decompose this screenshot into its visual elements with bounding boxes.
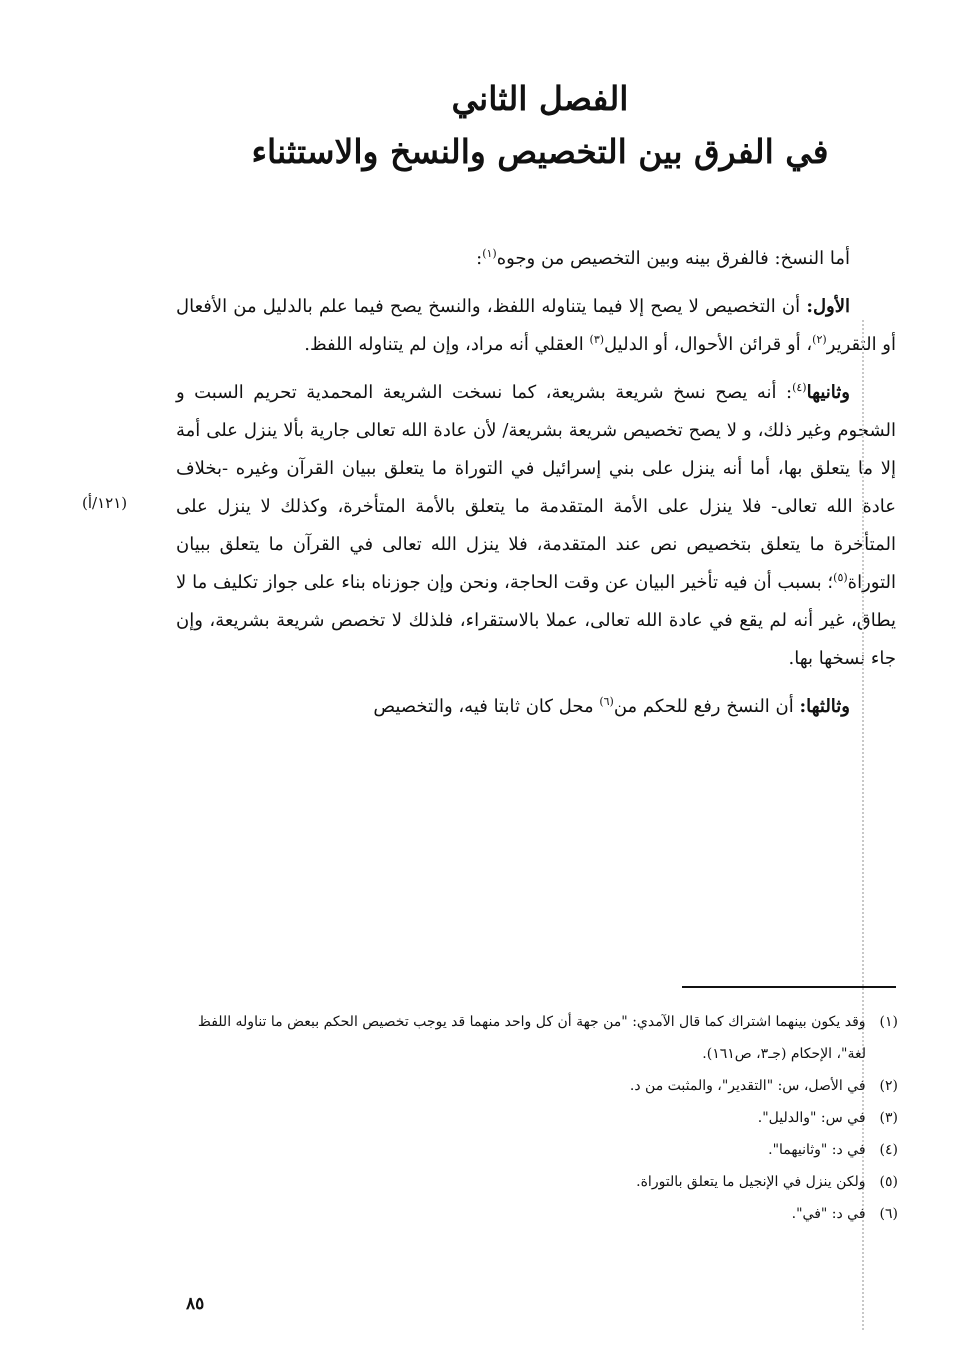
paragraph-text: محل كان ثابتا فيه، والتخصيص [373, 696, 600, 717]
main-text [176, 240, 896, 736]
intro-paragraph [176, 240, 896, 278]
page-number: ٨٥ [186, 1294, 205, 1314]
body-paragraph [176, 688, 896, 726]
margin-folio-ref: (١٢١/أ) [82, 494, 128, 512]
footnote-text: وقد يكون بينهما اشتراك كما قال الآمدي: "من جهة أن كل واحد منهما قد يوجب تخصيص الحكم ببعض ما تناوله اللفظ لغة"، الإحكام (جـ٣، ص١٦١). [197, 1014, 866, 1062]
footnote-ref: (٤) [792, 381, 807, 394]
paragraph-list [176, 288, 896, 726]
paragraph-text: ، أو قرائن الأحوال، أو الدليل [604, 334, 813, 355]
footnote-separator [682, 986, 896, 988]
paragraph-text: أن التخصيص لا يصح إلا فيما يتناوله اللفظ، والنسخ يصح فيما علم بالدليل من الأفعال أو التقرير [176, 296, 896, 355]
paragraph-text: العقلي أنه مراد، وإن لم يتناوله اللفظ. [304, 334, 590, 355]
paragraph-text: أن النسخ رفع للحكم من [613, 696, 800, 717]
footnote-number: (٤) [879, 1142, 898, 1158]
footnote-number: (٦) [879, 1206, 898, 1222]
footnote-text: في س: "والدليل". [757, 1110, 866, 1126]
paragraph-lead-word: وثالثها: [799, 696, 850, 717]
paragraph-lead-word: الأول: [806, 296, 850, 317]
intro-tail: : [476, 248, 483, 269]
footnote-ref: (٣) [589, 333, 605, 346]
footnote [176, 1198, 898, 1230]
footnote-number: (٣) [879, 1110, 898, 1126]
footnote [176, 1006, 898, 1070]
footnote [176, 1102, 898, 1134]
footnote-ref: (٢) [812, 333, 827, 346]
intro-text: أما النسخ: فالفرق بينه وبين التخصيص من وجوه [496, 248, 850, 269]
footnote-text: في د: "في". [791, 1206, 866, 1222]
footnote-text: في الأصل، س: "التقدير"، والمثبت من د. [629, 1078, 866, 1094]
footnote-number: (٥) [879, 1174, 898, 1190]
footnote-number: (١) [879, 1014, 898, 1030]
footnote-ref: (٥) [833, 571, 848, 584]
paragraph-text: : أنه يصح نسخ شريعة بشريعة، كما نسخت الشريعة المحمدية تحريم السبت و الشحوم وغير ذلك، و لا يصح تخصيص شريعة بشريعة/ لأن عادة الله تعالى جارية بألا ينزل على أمة إلا ما يتعلق بها، أما أنه ينزل على بني إسرائيل في التوراة ما يتعلق ببيان القرآن وغيره -بخلاف عادة الله تعالى- فلا ينزل على الأمة المتقدمة ما يتعلق بالأمة المتأخرة، وكذلك لا ينزل على المتأخرة ما يتعلق بتخصيص نص عند المتقدمة، فلا ينزل الله تعالى في القرآن ما يتعلق ببيان التوراة [176, 382, 896, 593]
footnote [176, 1134, 898, 1166]
body-paragraph [176, 374, 896, 678]
footnote [176, 1070, 898, 1102]
paragraph-text: ؛ بسبب أن فيه تأخير البيان عن وقت الحاجة، ونحن وإن جوزناه بناء على جواز تكليف ما لا يطاق، غير أنه لم يقع في عادة الله تعالى، عملا بالاستقراء، فلذلك لا تخصص شريعة بشريعة، وإن جاء نسخها بها. [176, 572, 896, 669]
footnote [176, 1166, 898, 1198]
footnote-text: في د: "وثانيهما". [768, 1142, 866, 1158]
footnote-number: (٢) [879, 1078, 898, 1094]
chapter-subtitle: في الفرق بين التخصيص والنسخ والاستثناء [251, 132, 829, 171]
footnote-text: ولكن ينزل في الإنجيل ما يتعلق بالتوراة. [636, 1174, 866, 1190]
footnote-ref: (١) [482, 247, 497, 260]
footnotes [176, 1006, 898, 1230]
paragraph-lead-word: وثانيها [806, 382, 850, 403]
chapter-title: الفصل الثاني [451, 79, 629, 118]
body-paragraph [176, 288, 896, 364]
footnote-ref: (٦) [599, 695, 614, 708]
